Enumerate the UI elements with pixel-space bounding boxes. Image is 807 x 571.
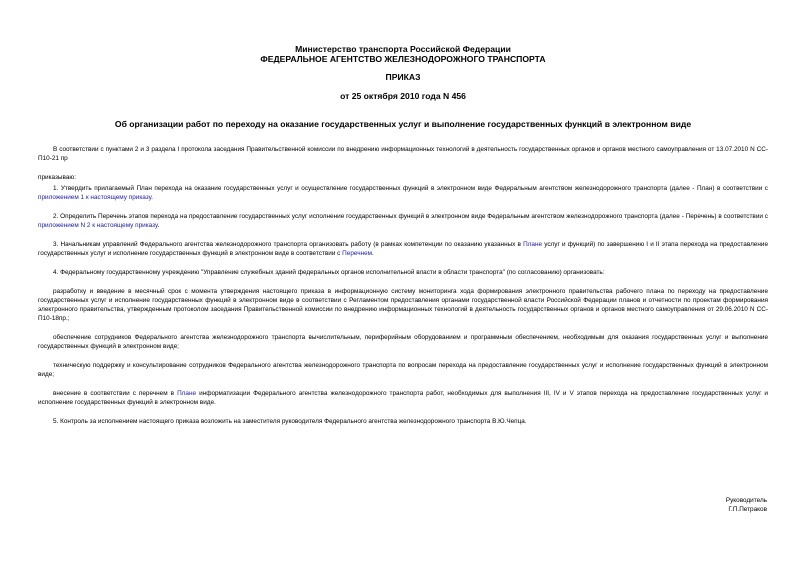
document-page: [38, 44, 768, 426]
item-2: 2. Определить Перечень этапов перехода на предоставление государственных услуг исполнение государственных функций в электронном виде Федеральным агентством железнодорожного транспорта (далее - Перечень) в соответствии с приложением N 2 к настоящему приказу.: [38, 213, 768, 229]
item-5: 5. Контроль за исполнением настоящего приказа возложить на заместителя руководителя Федерального агентства железнодорожного транспорта В.Ю.Чепца.: [53, 418, 527, 425]
signer-name: Г.П.Петраков: [728, 506, 767, 513]
order-word: приказываю:: [38, 174, 76, 181]
item-1: 1. Утвердить прилагаемый План перехода на оказание государственных услуг и осуществление государственных функций в электронном виде Федеральным агентством железнодорожного транспорта (далее - План) в соответствии с приложением 1 к настоящему приказу.: [38, 185, 768, 201]
ministry-name: Министерство транспорта Российской Федерации: [295, 44, 511, 54]
list-link[interactable]: Перечнем: [342, 250, 373, 257]
signer-position: Руководитель: [725, 497, 767, 504]
appendix-1-link[interactable]: приложением 1 к настоящему приказу: [38, 194, 152, 201]
sub-item-3: техническую поддержку и консультирование сотрудников Федерального агентства железнодорожного транспорта по вопросам перехода на предоставление государственных услуг и исполнение государственных функций в электронном виде;: [38, 362, 768, 378]
document-header: [38, 44, 768, 101]
item-4: 4. Федеральному государственному учреждению "Управление служебных зданий федеральных органов исполнительной власти в области транспорта" (по согласованию) организовать:: [53, 269, 605, 276]
signature-block: [726, 496, 767, 514]
sub-item-1: разработку и введение в месячный срок с момента утверждения настоящего приказа в информационную систему мониторинга хода формирования электронного правительства рабочего плана по переходу на предоставление государственных услуг и исполнение государственных функций в электронном виде в соответствии с Регламентом предоставления органами государственной власти Российской Федерации планов и отчетности по проектам формирования электронного правительства, утвержденным протоколом заседания Правительственной комиссии по внедрению информационных технологий в деятельность государственных органов и органов местного самоуправления от 29.06.2010 N СС-П10-18пр.;: [38, 288, 768, 322]
plan-link[interactable]: Плане: [523, 241, 543, 248]
document-type: ПРИКАЗ: [385, 72, 421, 82]
sub-item-4: внесение в соответствии с перечнем в Плане информатизации Федерального агентства железнодорожного транспорта работ, необходимых для выполнения III, IV и V этапов перехода на предоставление государственных услуг и исполнение государственных функций в электронном виде.: [38, 390, 769, 406]
document-title: Об организации работ по переходу на оказание государственных услуг и выполнение государственных функций в электронном виде: [114, 119, 692, 129]
appendix-2-link[interactable]: приложением N 2 к настоящему приказу: [38, 222, 158, 229]
document-date: от 25 октября 2010 года N 456: [340, 91, 466, 101]
sub-item-2: обеспечение сотрудников Федерального агентства железнодорожного транспорта вычислительным, периферийным оборудованием и программным обеспечением, необходимым для оказания государственных услуг и выполнение государственных функций в электронном виде;: [38, 334, 768, 350]
agency-name: ФЕДЕРАЛЬНОЕ АГЕНТСТВО ЖЕЛЕЗНОДОРОЖНОГО ТРАНСПОРТА: [260, 54, 546, 64]
intro-paragraph: В соответствии с пунктами 2 и 3 раздела I протокола заседания Правительственной комиссии по внедрению информационных технологий в деятельность государственных органов и органов местного самоуправления от 13.07.2010 N СС-П10-21 пр: [38, 146, 768, 162]
item-3: 3. Начальникам управлений Федерального агентства железнодорожного транспорта организовать работу (в рамках компетенции по оказанию указанных в Плане услуг и функций) по завершению I и II этапа перехода на предоставление государственных услуг и исполнение государственных функций в электронном виде в соответствии с Перечнем.: [38, 241, 769, 257]
informatization-plan-link[interactable]: Плане: [177, 390, 197, 397]
